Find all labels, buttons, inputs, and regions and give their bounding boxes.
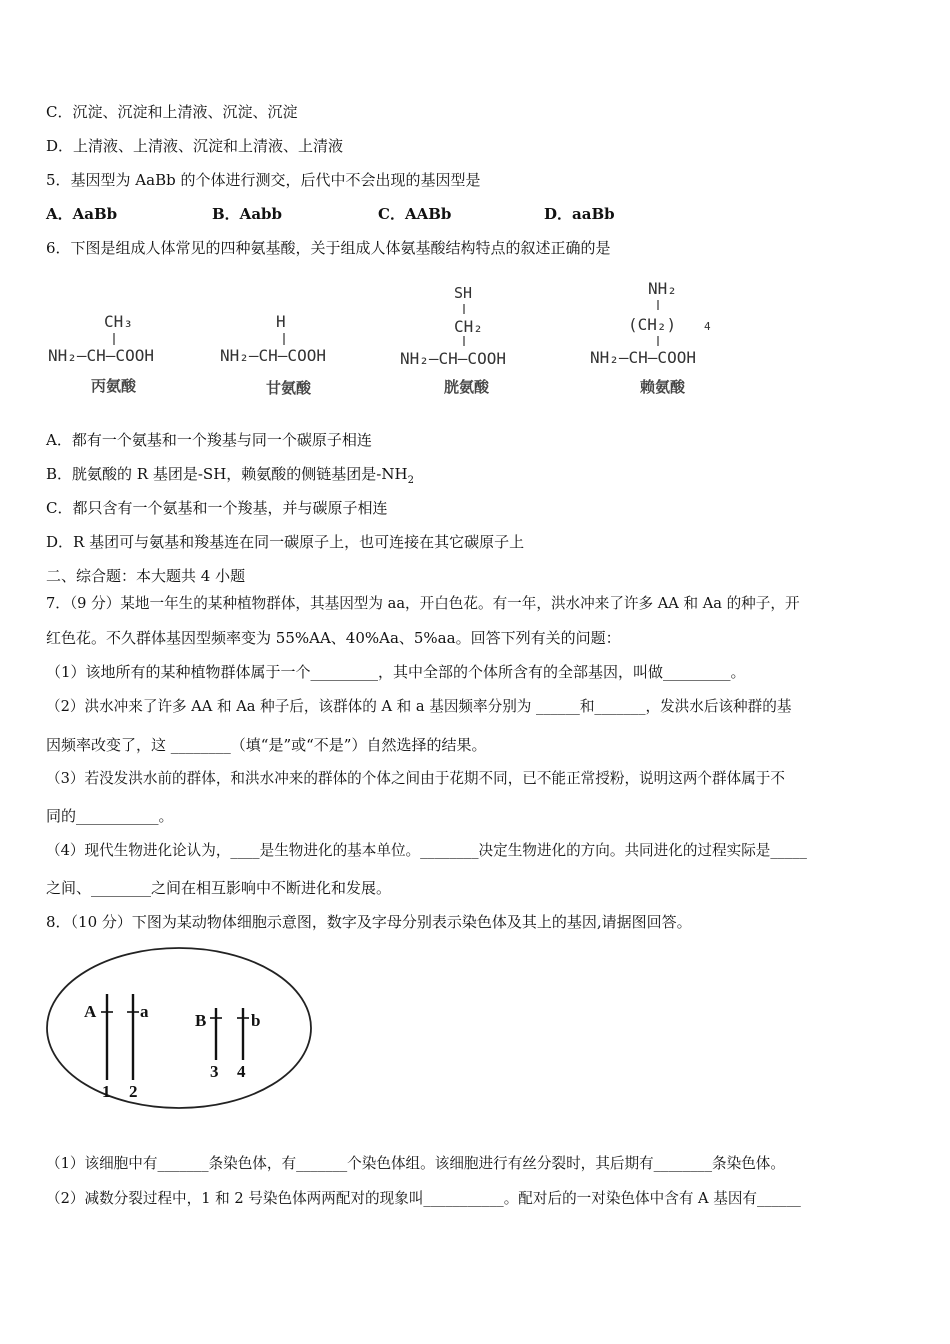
alanine-structure xyxy=(46,305,206,400)
q7-line-4: （2）洪水冲来了许多 AA 和 Aa 种子后，该群体的 A 和 a 基因频率分别为 ______和_______，发洪水后该种群的基 xyxy=(46,698,792,715)
q5-option-c: C．AABb xyxy=(378,205,452,223)
chromosome-number-4: 4 xyxy=(237,1062,246,1081)
q6-stem: 6．下图是组成人体常见的四种氨基酸，关于组成人体氨基酸结构特点的叙述正确的是 xyxy=(46,239,611,257)
alanine-backbone: NH₂—CH—COOH xyxy=(48,346,154,365)
q6-option-a: A．都有一个氨基和一个羧基与同一个碳原子相连 xyxy=(46,431,372,449)
cystine-backbone: NH₂—CH—COOH xyxy=(400,349,506,368)
chromosome-number-1: 1 xyxy=(102,1082,111,1101)
glycine-side-chain: H xyxy=(276,312,286,331)
cell-membrane xyxy=(47,948,311,1108)
q5-stem: 5．基因型为 AaBb 的个体进行测交，后代中不会出现的基因型是 xyxy=(46,171,481,189)
glycine-structure xyxy=(218,305,378,400)
q5-option-d: D．aaBb xyxy=(544,205,615,223)
gene-label-B: B xyxy=(195,1011,207,1030)
cell-diagram xyxy=(44,942,319,1120)
q7-line-5: 因频率改变了，这 ________（填“是”或“不是”）自然选择的结果。 xyxy=(46,736,487,754)
lysine-ch2: (CH₂) xyxy=(628,315,677,334)
q5-options xyxy=(46,204,615,224)
cystine-sh: SH xyxy=(454,284,473,302)
lysine-label: 赖氨酸 xyxy=(640,378,686,396)
q7-line-1: 7．（9 分）某地一年生的某种植物群体，其基因型为 aa，开白色花。有一年，洪水冲来了许多 AA 和 Aa 的种子，开 xyxy=(46,595,800,612)
glycine-backbone: NH₂—CH—COOH xyxy=(220,346,326,365)
q7-line-9: 之间、________之间在相互影响中不断进化和发展。 xyxy=(46,879,392,897)
q7-line-2: 红色花。不久群体基因型频率变为 55%AA、40%Aa、5%aa。回答下列有关的问题： xyxy=(46,629,621,647)
q8-line-2: （2）减数分裂过程中，1 和 2 号染色体两两配对的现象叫___________。配对后的一对染色体中含有 A 基因有______ xyxy=(46,1190,801,1207)
q4-option-d: D．上清液、上清液、沉淀和上清液、上清液 xyxy=(46,137,344,155)
lysine-structure xyxy=(588,272,768,400)
section-heading: 二、综合题：本大题共 4 小题 xyxy=(46,567,246,585)
chromosome-number-2: 2 xyxy=(129,1082,138,1101)
q7-line-6: （3）若没发洪水前的群体，和洪水冲来的群体的个体之间由于花期不同，已不能正常授粉，说明这两个群体属于不 xyxy=(46,770,785,787)
lysine-backbone: NH₂—CH—COOH xyxy=(590,348,696,367)
q7-line-8: （4）现代生物进化论认为，____是生物进化的基本单位。________决定生物进化的方向。共同进化的过程实际是_____ xyxy=(46,842,807,859)
lysine-nh2: NH₂ xyxy=(648,279,677,298)
cystine-label: 胱氨酸 xyxy=(444,378,490,396)
q5-option-b: B．Aabb xyxy=(212,205,283,223)
cystine-structure xyxy=(398,280,568,400)
q6-option-b-subscript: 2 xyxy=(407,475,414,486)
q8-line-1: （1）该细胞中有_______条染色体，有_______个染色体组。该细胞进行有丝分裂时，其后期有________条染色体。 xyxy=(46,1155,785,1172)
q7-line-7: 同的___________。 xyxy=(46,807,174,825)
q6-option-b xyxy=(46,464,414,491)
q6-option-c: C．都只含有一个氨基和一个羧基，并与碳原子相连 xyxy=(46,499,388,517)
lysine-subscript: 4 xyxy=(704,320,711,333)
chromosome-number-3: 3 xyxy=(210,1062,219,1081)
gene-label-a: a xyxy=(140,1002,149,1021)
alanine-label: 丙氨酸 xyxy=(91,377,137,395)
q7-line-3: （1）该地所有的某种植物群体属于一个_________，其中全部的个体所含有的全部基因，叫做_________。 xyxy=(46,663,746,681)
gene-label-b: b xyxy=(251,1011,261,1030)
q5-option-a: A．AaBb xyxy=(46,205,118,223)
cystine-ch2: CH₂ xyxy=(454,317,483,336)
gene-label-A: A xyxy=(84,1002,97,1021)
q6-option-d: D．R 基团可与氨基和羧基连在同一碳原子上，也可连接在其它碳原子上 xyxy=(46,533,525,551)
q8-stem: 8．（10 分）下图为某动物体细胞示意图，数字及字母分别表示染色体及其上的基因,请据图回答。 xyxy=(46,913,692,931)
alanine-side-chain: CH₃ xyxy=(104,312,133,331)
glycine-label: 甘氨酸 xyxy=(266,379,312,397)
q6-option-b-text: B．胱氨酸的 R 基团是-SH，赖氨酸的侧链基团是-NH xyxy=(46,465,408,483)
q4-option-c: C．沉淀、沉淀和上清液、沉淀、沉淀 xyxy=(46,103,298,121)
